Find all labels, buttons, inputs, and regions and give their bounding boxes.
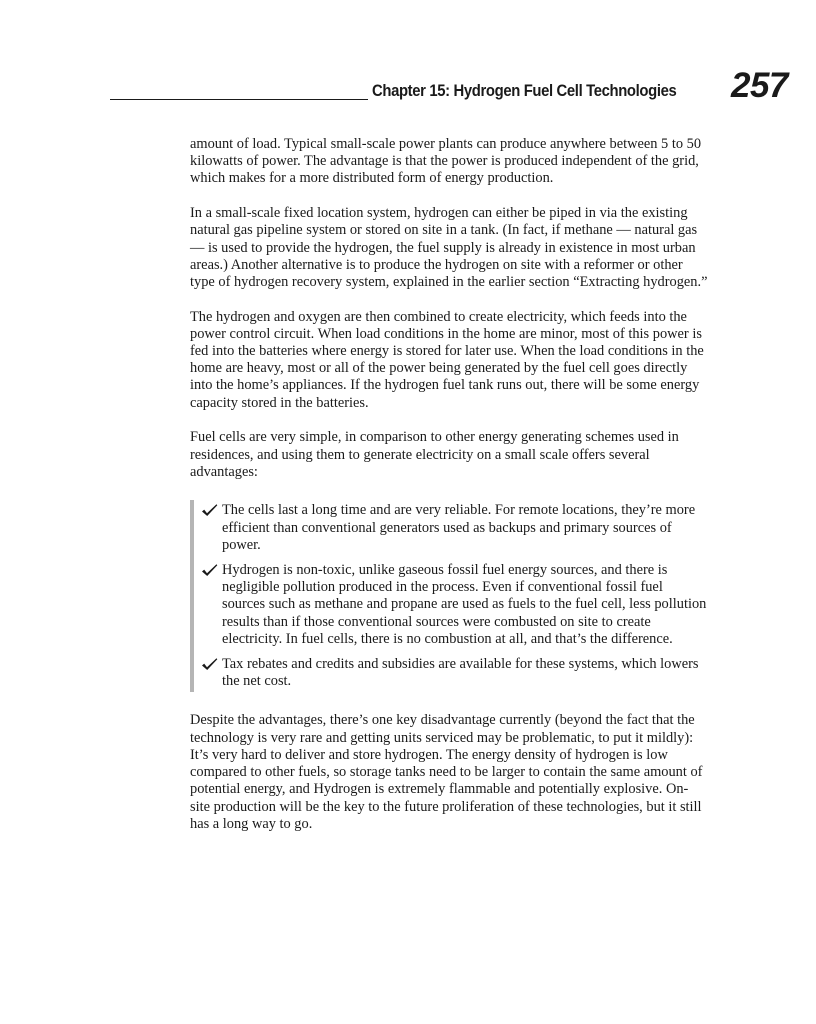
- list-item: [190, 502, 708, 554]
- list-item-text: Tax rebates and credits and subsidies are available for these systems, which lowers the net cost.: [222, 656, 699, 690]
- header-rule: [110, 99, 368, 100]
- check-mark-icon: [201, 563, 218, 577]
- page-number: 257: [731, 66, 788, 105]
- paragraph: The hydrogen and oxygen are then combined to create electricity, which feeds into the power control circuit. When load conditions in the home are minor, most of this power is fed into the batteries where energy is stored for later use. When the load conditions in the home are heavy, most or all of the power being generated by the fuel cell goes directly into the home’s appliances. If the hydrogen fuel tank runs out, there will be some energy capacity stored in the batteries.: [190, 308, 704, 411]
- bullet-list: [190, 498, 708, 692]
- chapter-title: Chapter 15: Hydrogen Fuel Cell Technologies: [372, 82, 677, 100]
- check-mark-icon: [201, 503, 218, 517]
- paragraph: Fuel cells are very simple, in comparison to other energy generating schemes used in residences, and using them to generate electricity on a small scale offers several advantages:: [190, 429, 679, 480]
- paragraph: Despite the advantages, there’s one key disadvantage currently (beyond the fact that the technology is very rare and getting units serviced may be problematic, to put it mildly): It’s very hard to deliver and store hydrogen. The energy density of hydrogen is low compared to other fuels, so storage tanks need to be larger to contain the same amount of potential energy, and Hydrogen is extremely flammable and potentially explosive. On-site production will be the key to the future proliferation of these technologies, but it still has a long way to go.: [190, 712, 703, 832]
- list-item-text: The cells last a long time and are very reliable. For remote locations, they’re more efficient than conventional generators used as backups and primary sources of power.: [222, 502, 696, 553]
- page-body: [190, 136, 708, 850]
- check-mark-icon: [201, 657, 218, 671]
- paragraph: amount of load. Typical small-scale power plants can produce anywhere between 5 to 50 kilowatts of power. The advantage is that the power is produced independent of the grid, which makes for a more distributed form of energy production.: [190, 136, 702, 187]
- paragraph: In a small-scale fixed location system, hydrogen can either be piped in via the existing natural gas pipeline system or stored on site in a tank. (In fact, if methane — natural gas — is used to provide the hydrogen, the fuel supply is already in existence in most urban areas.) Another alternative is to produce the hydrogen on site with a reformer or other type of hydrogen recovery system, explained in the earlier section “Extracting hydrogen.”: [190, 205, 708, 290]
- list-item: [190, 562, 708, 648]
- list-item: [190, 656, 708, 690]
- list-item-text: Hydrogen is non-toxic, unlike gaseous fossil fuel energy sources, and there is negligible pollution produced in the process. Even if conventional fossil fuel sources such as methane and propane are used as fuels to the fuel cell, less pollution results than if those conventional sources were combusted on site to create electricity. In fuel cells, there is no combustion at all, and that’s the difference.: [222, 562, 707, 647]
